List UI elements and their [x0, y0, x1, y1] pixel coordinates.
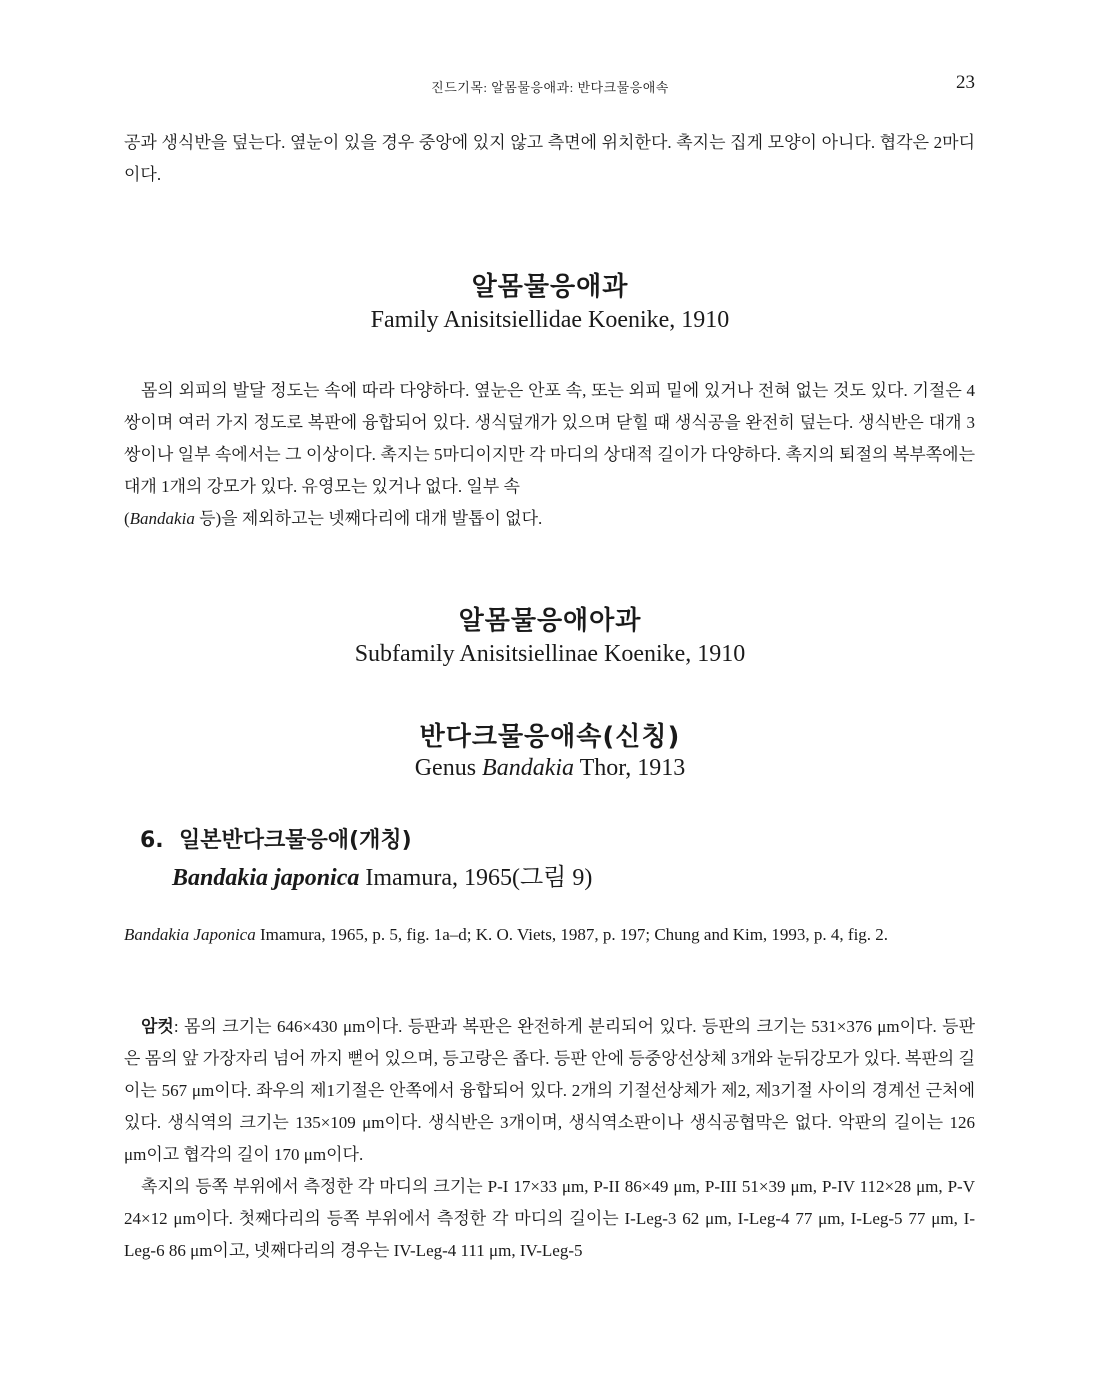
species-scientific-name: Bandakia japonica: [172, 865, 360, 891]
family-description: 몸의 외피의 발달 정도는 속에 따라 다양하다. 옆눈은 안포 속, 또는 외피 밑에 있거나 전혀 없는 것도 있다. 기절은 4쌍이며 여러 가지 정도로 복판에 융합되어 있다. 생식덮개가 있으며 닫힐 때 생식공을 완전히 덮는다. 생식반은 대개 3쌍이나 일부 속에서는 그 이상이다. 촉지는 5마디이지만 각 마디의 상대적 길이가 다양하다. 촉지의 퇴절의 복부쪽에는 대개 1개의 강모가 있다. 유영모는 있거나 없다. 일부 속 (Bandakia 등)을 제외하고는 넷째다리에 대개 발톱이 없다.: [124, 381, 975, 528]
references-text: Imamura, 1965, p. 5, fig. 1a–d; K. O. Viets, 1987, p. 197; Chung and Kim, 1993, p. 4, fig. 2.: [255, 925, 889, 944]
female-label: 암컷: [141, 1017, 174, 1036]
page-number: 23: [956, 72, 975, 93]
female-description-text: : 몸의 크기는 646×430 μm이다. 등판과 복판은 완전하게 분리되어 있다. 등판의 크기는 531×376 μm이다. 등판은 몸의 앞 가장자리 넘어 까지 뻗어 있으며, 등고랑은 좁다. 등판 안에 등중앙선상체 3개와 눈뒤강모가 있다. 복판의 길이는 567 μm이다. 좌우의 제1기절은 안쪽에서 융합되어 있다. 2개의 기절선상체가 제2, 제3기절 사이의 경계선 근처에 있다. 생식역의 크기는 135×109 μm이다. 생식반은 3개이며, 생식역소판이나 생식공협막은 없다. 악판의 길이는 126 μm이고 협각의 길이 170 μm이다.: [124, 1017, 975, 1164]
species-author-year: Imamura, 1965: [359, 865, 512, 891]
intro-paragraph: 공과 생식반을 덮는다. 옆눈이 있을 경우 중앙에 있지 않고 측면에 위치한다. 촉지는 집게 모양이 아니다. 협각은 2마디이다.: [124, 133, 975, 184]
female-description: [124, 1011, 975, 1171]
species-references: [124, 919, 993, 951]
species-heading-scientific: [172, 857, 592, 892]
figure-reference: (그림 9): [511, 865, 593, 891]
palp-description: 촉지의 등쪽 부위에서 측정한 각 마디의 크기는 P-I 17×33 μm, P-II 86×49 μm, P-III 51×39 μm, P-IV 112×28 μm, P-V 24×12 μm이다. 첫째다리의 등쪽 부위에서 측정한 각 마디의 길이는 I-Leg-3 62 μm, I-Leg-4 77 μm, I-Leg-5 77 μm, I-Leg-6 86 μm이고, 넷째다리의 경우는 IV-Leg-4 111 μm, IV-Leg-5: [124, 1177, 975, 1260]
species-description: [124, 1011, 975, 1267]
family-title-english: Family Anisitsiellidae Koenike, 1910: [370, 307, 730, 333]
species-heading-korean: [140, 823, 412, 854]
genus-name: Bandakia: [482, 755, 575, 781]
family-title-korean: 알몸물응애과: [471, 272, 629, 302]
genus-prefix: Genus: [414, 755, 483, 781]
genus-title-korean: 반다크물응애속(신칭): [419, 722, 681, 752]
genus-author: Thor, 1913: [574, 755, 686, 781]
running-head: 진드기목: 알몸물응애과: 반다크물응애속: [431, 80, 669, 95]
species-number: 6.: [140, 828, 164, 853]
family-description-end: 등)을 제외하고는 넷째다리에 대개 발톱이 없다.: [194, 509, 543, 528]
subfamily-title-korean: 알몸물응애아과: [458, 606, 642, 636]
references-name: Bandakia Japonica: [124, 925, 256, 944]
species-name-korean: 일본반다크물응애(개칭): [179, 828, 412, 853]
genus-title-english: [0, 755, 1100, 782]
family-description-text: 몸의 외피의 발달 정도는 속에 따라 다양하다. 옆눈은 안포 속, 또는 외피 밑에 있거나 전혀 없는 것도 있다. 기절은 4쌍이며 여러 가지 정도로 복판에 융합되어 있다. 생식덮개가 있으며 닫힐 때 생식공을 완전히 덮는다. 생식반은 대개 3쌍이나 일부 속에서는 그 이상이다. 촉지는 5마디이지만 각 마디의 상대적 길이가 다양하다. 촉지의 퇴절의 복부쪽에는 대개 1개의 강모가 있다. 유영모는 있거나 없다. 일부 속: [124, 381, 975, 496]
family-description-genus: Bandakia: [129, 509, 195, 528]
subfamily-title-english: Subfamily Anisitsiellinae Koenike, 1910: [354, 641, 746, 667]
